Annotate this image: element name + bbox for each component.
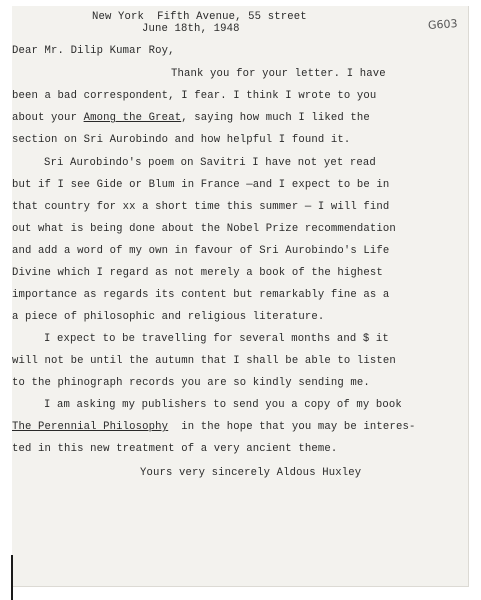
body-line: but if I see Gide or Blum in France —and I expect to be in xyxy=(12,179,390,191)
body-line: ted in this new treatment of a very ancient theme. xyxy=(12,443,338,455)
body-line: will not be until the autumn that I shall be able to listen xyxy=(12,355,396,367)
body-line: to the phinograph records you are so kindly sending me. xyxy=(12,377,370,389)
body-line: I am asking my publishers to send you a copy of my book xyxy=(44,399,402,411)
closing-signature: Yours very sincerely Aldous Huxley xyxy=(140,467,362,479)
body-line xyxy=(12,421,415,433)
body-line: that country for xx a short time this summer — I will find xyxy=(12,201,390,213)
reference-mark: G603 xyxy=(427,16,458,33)
body-line: I expect to be travelling for several months and $ it xyxy=(44,333,389,345)
book-title-perennial-philosophy: The Perennial Philosophy xyxy=(12,421,169,433)
body-text: in the hope that you may be interes- xyxy=(168,421,416,433)
left-edge-mark xyxy=(11,555,13,600)
body-text: , saying how much I liked the xyxy=(181,112,370,124)
date-line: June 18th, 1948 xyxy=(142,23,240,35)
body-line: section on Sri Aurobindo and how helpful I found it. xyxy=(12,134,351,146)
book-title-among-the-great: Among the Great xyxy=(83,112,182,124)
body-line: and add a word of my own in favour of Sri Aurobindo's Life xyxy=(12,245,390,257)
body-line: Thank you for your letter. I have xyxy=(171,68,386,80)
body-line xyxy=(12,112,370,124)
body-text: about your xyxy=(12,112,84,124)
salutation: Dear Mr. Dilip Kumar Roy, xyxy=(12,45,175,57)
body-line: Sri Aurobindo's poem on Savitri I have not yet read xyxy=(44,157,376,169)
address-line: New York Fifth Avenue, 55 street xyxy=(92,11,307,23)
body-line: been a bad correspondent, I fear. I think I wrote to you xyxy=(12,90,377,102)
body-line: Divine which I regard as not merely a book of the highest xyxy=(12,267,383,279)
body-line: out what is being done about the Nobel Prize recommendation xyxy=(12,223,396,235)
body-line: importance as regards its content but remarkably fine as a xyxy=(12,289,390,301)
body-line: a piece of philosophic and religious literature. xyxy=(12,311,325,323)
